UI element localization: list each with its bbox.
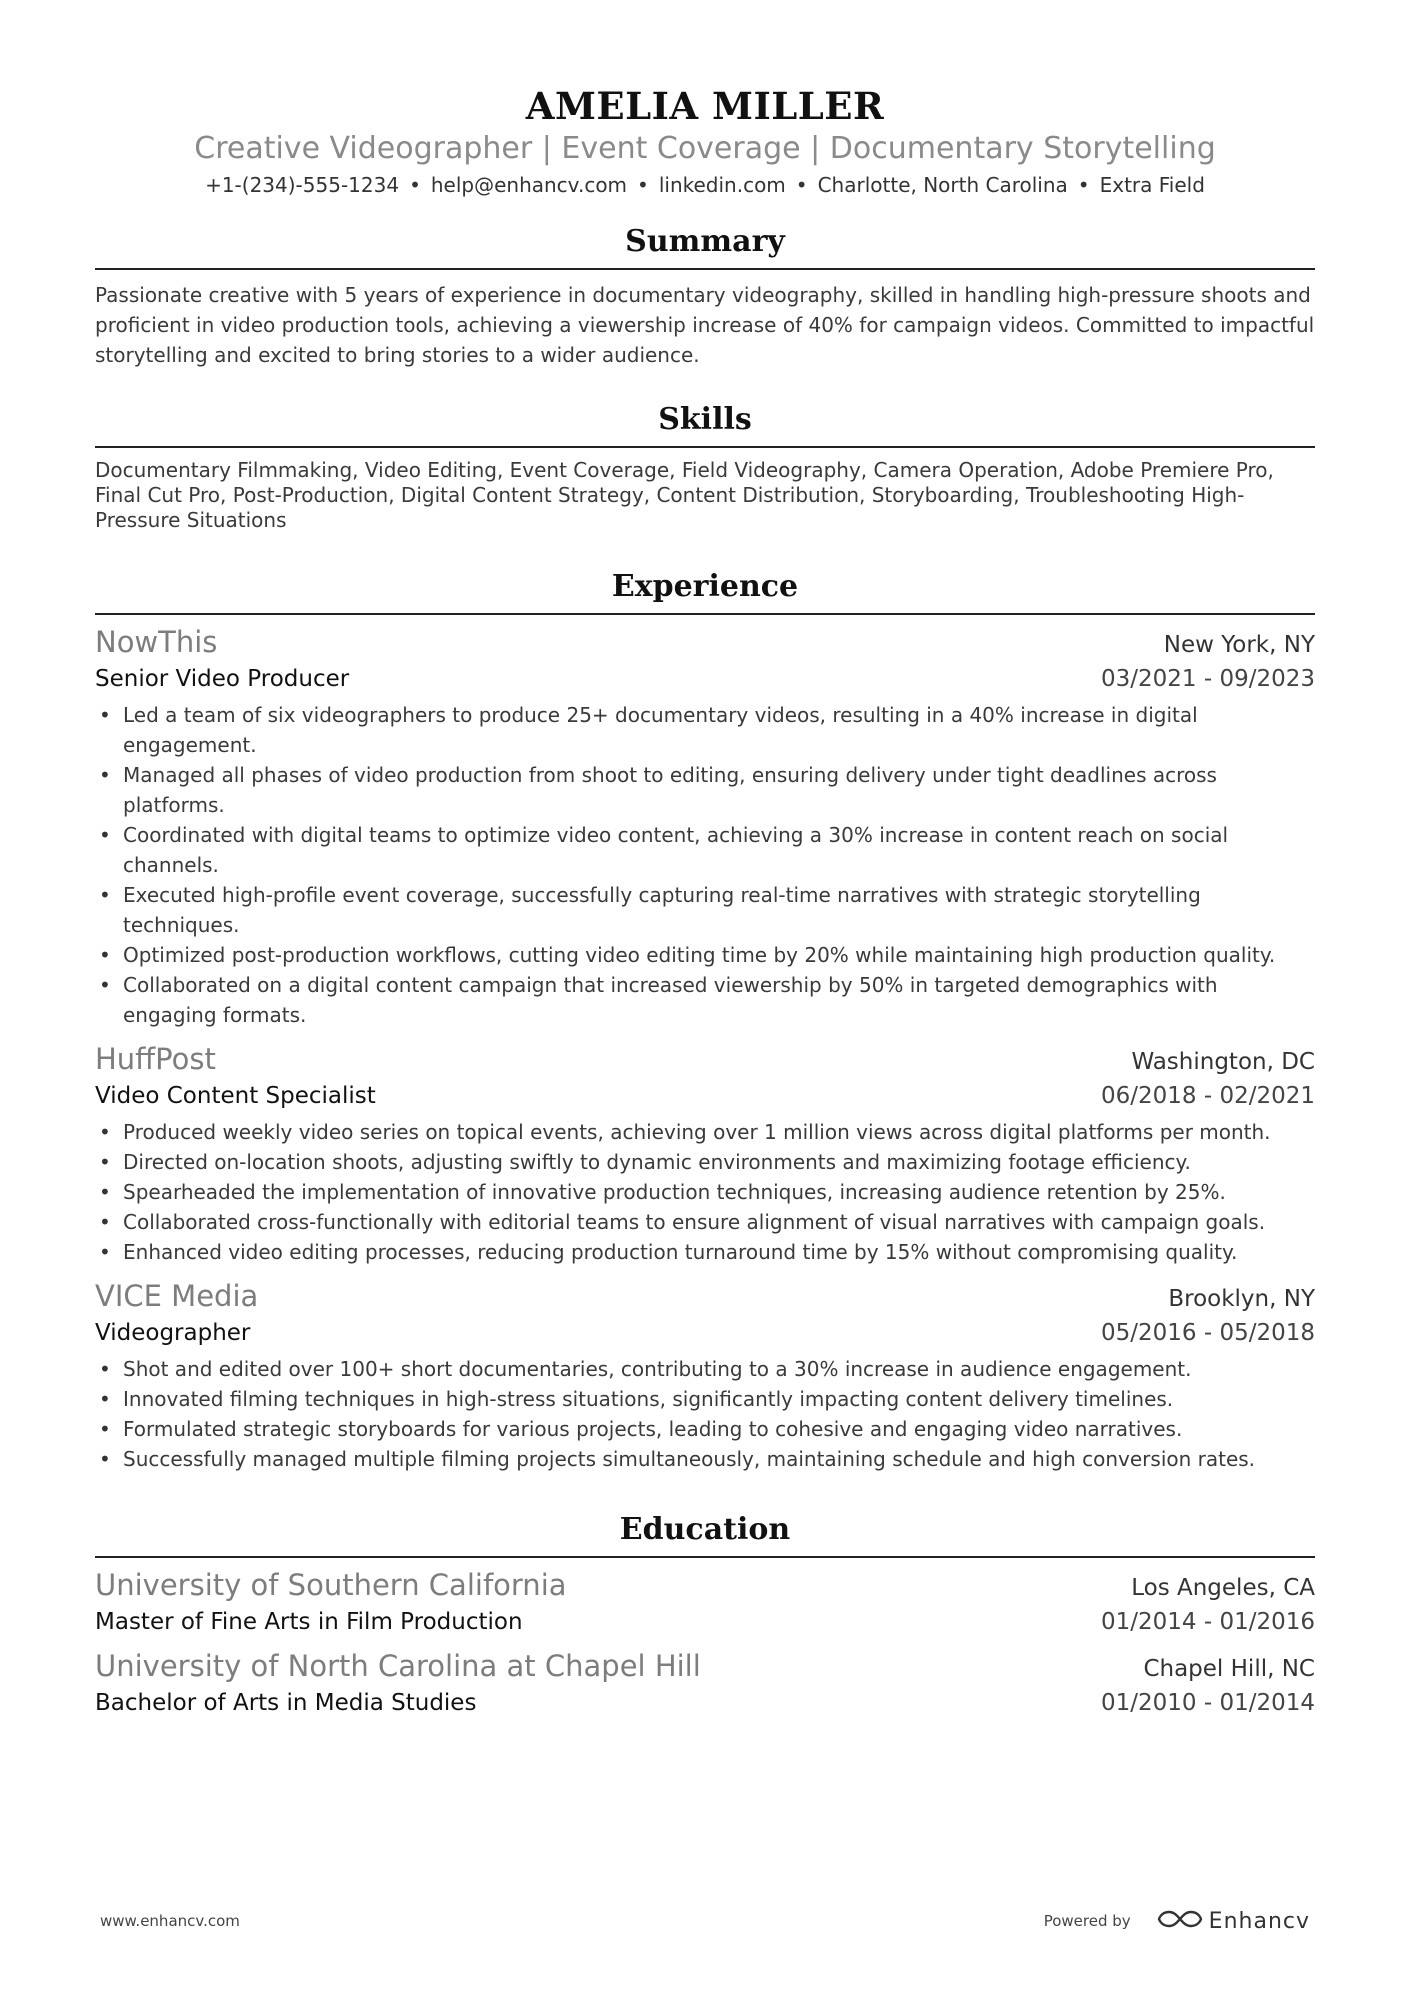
education-entry: [95, 1566, 1315, 1639]
job-location: Brooklyn, NY: [1168, 1286, 1315, 1312]
entry-role-row: [95, 1316, 1315, 1350]
footer-website-link[interactable]: www.enhancv.com: [100, 1912, 240, 1930]
section-divider: [95, 1556, 1315, 1558]
skills-title: Skills: [658, 402, 752, 437]
job-location: Washington, DC: [1131, 1049, 1315, 1075]
job-location: New York, NY: [1163, 632, 1315, 658]
achievement-item: • Enhanced video editing processes, reducing production turnaround time by 15% without compromising quality.: [95, 1237, 1315, 1267]
skills-text: Documentary Filmmaking, Video Editing, Event Coverage, Field Videography, Camera Operation, Adobe Premiere Pro, Final Cut Pro, Post-Production, Digital Content Strategy, Content Distribution, Storyboarding, Troubleshooting High-Pressure Situations: [95, 458, 1274, 532]
job-title: Videographer: [95, 1320, 251, 1346]
entry-degree-row: [95, 1605, 1315, 1639]
education-title: Education: [619, 1512, 791, 1547]
education-entry: [95, 1647, 1315, 1720]
degree-name: Bachelor of Arts in Media Studies: [95, 1690, 477, 1716]
candidate-name: AMELIA MILLER: [525, 84, 885, 128]
achievement-item: • Coordinated with digital teams to optimize video content, achieving a 30% increase in content reach on social channels.: [95, 820, 1315, 880]
summary-text: Passionate creative with 5 years of experience in documentary videography, skilled in handling high-pressure shoots and proficient in video production tools, achieving a viewership increase of 40% for campaign videos. Committed to impactful storytelling and excited to bring stories to a wider audience.: [95, 283, 1315, 367]
page-footer: [100, 1908, 1310, 1934]
achievement-item: • Collaborated cross-functionally with editorial teams to ensure alignment of visual narratives with campaign goals.: [95, 1207, 1315, 1237]
job-title: Video Content Specialist: [95, 1083, 376, 1109]
skills-section: [95, 400, 1315, 533]
job-dates: 06/2018 - 02/2021: [1100, 1083, 1315, 1109]
achievement-item: • Spearheaded the implementation of innovative production techniques, increasing audience retention by 25%.: [95, 1177, 1315, 1207]
entry-header-row: [95, 623, 1315, 662]
contact-email[interactable]: help@enhancv.com: [430, 173, 628, 197]
entry-degree-row: [95, 1686, 1315, 1720]
contact-linkedin[interactable]: linkedin.com: [658, 173, 786, 197]
contact-extra-field: Extra Field: [1099, 173, 1205, 197]
section-divider: [95, 268, 1315, 270]
separator-dot: •: [409, 173, 421, 197]
experience-section: [95, 567, 1315, 1474]
achievement-item: • Executed high-profile event coverage, successfully capturing real-time narratives with strategic storytelling techniques.: [95, 880, 1315, 940]
school-name: University of Southern California: [95, 1568, 567, 1602]
section-divider: [95, 446, 1315, 448]
entry-role-row: [95, 1079, 1315, 1113]
education-dates: 01/2010 - 01/2014: [1100, 1690, 1315, 1716]
achievement-item: • Successfully managed multiple filming projects simultaneously, maintaining schedule and high conversion rates.: [95, 1444, 1315, 1474]
achievement-item: • Managed all phases of video production from shoot to editing, ensuring delivery under tight deadlines across platforms.: [95, 760, 1315, 820]
entry-header-row: [95, 1647, 1315, 1686]
achievement-item: • Formulated strategic storyboards for various projects, leading to cohesive and engaging video narratives.: [95, 1414, 1315, 1444]
job-dates: 05/2016 - 05/2018: [1100, 1320, 1315, 1346]
brand-wordmark: Enhancv: [1208, 1908, 1310, 1934]
contact-phone[interactable]: +1-(234)-555-1234: [205, 173, 400, 197]
company-name: NowThis: [95, 625, 218, 659]
school-name: University of North Carolina at Chapel Hill: [95, 1649, 701, 1683]
achievement-item: • Optimized post-production workflows, cutting video editing time by 20% while maintaining high production quality.: [95, 940, 1315, 970]
entry-header-row: [95, 1040, 1315, 1079]
contact-location: Charlotte, North Carolina: [817, 173, 1068, 197]
achievement-list: [95, 700, 1315, 1030]
degree-name: Master of Fine Arts in Film Production: [95, 1609, 523, 1635]
separator-dot: •: [795, 173, 808, 197]
candidate-tagline: Creative Videographer | Event Coverage | Documentary Storytelling: [194, 131, 1216, 166]
achievement-item: • Shot and edited over 100+ short documentaries, contributing to a 30% increase in audience engagement.: [95, 1354, 1315, 1384]
enhancv-logo-icon: [1157, 1908, 1203, 1934]
entry-role-row: [95, 662, 1315, 696]
experience-entry: [95, 623, 1315, 1030]
summary-title: Summary: [625, 224, 785, 259]
experience-entry: [95, 1277, 1315, 1474]
achievement-item: • Led a team of six videographers to produce 25+ documentary videos, resulting in a 40% increase in digital engagement.: [95, 700, 1315, 760]
achievement-list: [95, 1354, 1315, 1474]
summary-section: [95, 222, 1315, 370]
entry-header-row: [95, 1277, 1315, 1316]
job-title: Senior Video Producer: [95, 666, 350, 692]
experience-title: Experience: [611, 569, 799, 604]
school-location: Chapel Hill, NC: [1143, 1656, 1315, 1682]
achievement-item: • Directed on-location shoots, adjusting swiftly to dynamic environments and maximizing footage efficiency.: [95, 1147, 1315, 1177]
school-location: Los Angeles, CA: [1131, 1575, 1315, 1601]
achievement-item: • Produced weekly video series on topical events, achieving over 1 million views across digital platforms per month.: [95, 1117, 1315, 1147]
experience-entry: [95, 1040, 1315, 1267]
achievement-item: • Innovated filming techniques in high-stress situations, significantly impacting content delivery timelines.: [95, 1384, 1315, 1414]
education-dates: 01/2014 - 01/2016: [1100, 1609, 1315, 1635]
achievement-item: • Collaborated on a digital content campaign that increased viewership by 50% in targeted demographics with engaging formats.: [95, 970, 1315, 1030]
resume-content: [95, 82, 1315, 1720]
powered-by-brand: [1044, 1908, 1310, 1934]
separator-dot: •: [1077, 173, 1090, 197]
achievement-list: [95, 1117, 1315, 1267]
company-name: VICE Media: [95, 1279, 259, 1313]
job-dates: 03/2021 - 09/2023: [1100, 666, 1315, 692]
contact-line: [95, 170, 1315, 200]
company-name: HuffPost: [95, 1042, 216, 1076]
section-divider: [95, 613, 1315, 615]
separator-dot: •: [637, 173, 649, 197]
education-section: [95, 1510, 1315, 1720]
powered-by-label: Powered by: [1043, 1912, 1131, 1930]
entry-header-row: [95, 1566, 1315, 1605]
